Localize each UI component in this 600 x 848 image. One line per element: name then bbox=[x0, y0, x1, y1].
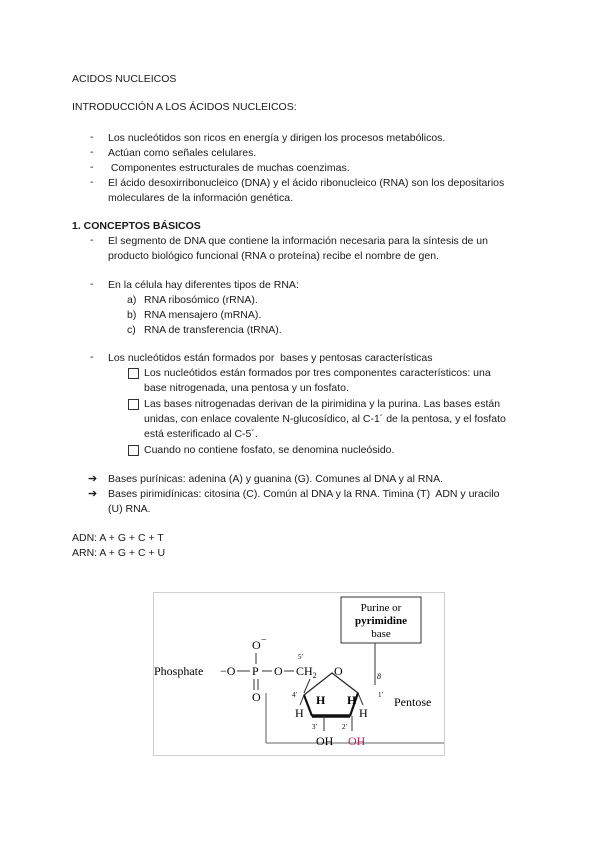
c5-label: 5′ bbox=[298, 653, 304, 661]
o-top-charge: − bbox=[261, 635, 267, 646]
intro-bullet: Los nucleótidos son ricos en energía y dirigen los procesos metabólicos. bbox=[108, 132, 446, 144]
arrow-bullet-icon: ➔ bbox=[88, 488, 98, 500]
base-label-line: base bbox=[371, 628, 391, 640]
oh-2: OH bbox=[348, 734, 366, 748]
checkbox-item-text: unidas, con enlace covalente N-glucosídico, al C-1´ de la pentosa, y el fosfato bbox=[144, 413, 506, 425]
rna-type-item: RNA mensajero (mRNA). bbox=[144, 309, 262, 321]
o-link: O bbox=[274, 664, 283, 678]
bullet-dash: - bbox=[90, 351, 94, 363]
o-top: O bbox=[252, 638, 261, 652]
base-label-line: Purine or bbox=[360, 602, 402, 614]
bullet-dash: - bbox=[90, 131, 94, 143]
section-bullet-continuation: producto biológico funcional (RNA o proteína) recibe el nombre de gen. bbox=[108, 250, 439, 262]
section-bullet: El segmento de DNA que contiene la información necesaria para la síntesis de un bbox=[108, 235, 488, 247]
bullet-dash: - bbox=[90, 278, 94, 290]
rna-type-item: RNA de transferencia (tRNA). bbox=[144, 324, 282, 336]
pentose-label: Pentose bbox=[394, 695, 432, 709]
checkbox-icon bbox=[128, 399, 139, 410]
checkbox-icon bbox=[128, 368, 139, 379]
list-marker: c) bbox=[127, 324, 136, 336]
formula-arn: ARN: A + G + C + U bbox=[72, 547, 166, 559]
bullet-dash: - bbox=[90, 146, 94, 158]
bullet-dash: - bbox=[90, 161, 94, 173]
arrow-item-continuation: (U) RNA. bbox=[108, 503, 151, 515]
h-atom: H bbox=[295, 706, 304, 720]
h-atom: H bbox=[359, 706, 368, 720]
h-atom: H bbox=[347, 693, 357, 707]
section-heading: 1. CONCEPTOS BÁSICOS bbox=[72, 220, 201, 232]
checkbox-icon bbox=[128, 445, 139, 456]
base-label-line: pyrimidine bbox=[355, 615, 407, 627]
bullet-dash: - bbox=[90, 176, 94, 188]
nucleotide-structure-figure bbox=[153, 592, 445, 756]
list-marker: b) bbox=[127, 309, 137, 321]
arrow-item-text: Bases pirimidínicas: citosina (C). Común al DNA y la RNA. Timina (T) ADN y uracilo bbox=[108, 488, 500, 500]
n-index: 8 bbox=[377, 672, 381, 681]
bullet-dash: - bbox=[90, 234, 94, 246]
h-atom: H bbox=[316, 693, 326, 707]
section-bullet: En la célula hay diferentes tipos de RNA: bbox=[108, 279, 299, 291]
bond bbox=[300, 695, 304, 705]
arrow-bullet-icon: ➔ bbox=[88, 473, 98, 485]
intro-heading: INTRODUCCIÓN A LOS ÁCIDOS NUCLEICOS: bbox=[72, 101, 297, 113]
phosphorus: P bbox=[252, 664, 259, 678]
document-title: ACIDOS NUCLEICOS bbox=[72, 73, 177, 85]
bond bbox=[358, 693, 363, 705]
nucleotide-diagram bbox=[154, 593, 444, 755]
c4-label: 4′ bbox=[292, 691, 298, 699]
o-bottom: O bbox=[252, 690, 261, 704]
formula-adn: ADN: A + G + C + T bbox=[72, 532, 164, 544]
list-marker: a) bbox=[127, 294, 137, 306]
c2-label: 2′ bbox=[342, 723, 348, 731]
ring-front-edge bbox=[304, 695, 312, 716]
ring-oxygen: O bbox=[334, 664, 343, 678]
arrow-item-text: Bases purínicas: adenina (A) y guanina (G). Comunes al DNA y al RNA. bbox=[108, 473, 443, 485]
oh-3: OH bbox=[316, 734, 334, 748]
intro-bullet-continuation: moleculares de la información genética. bbox=[108, 192, 294, 204]
rna-type-item: RNA ribosómico (rRNA). bbox=[144, 294, 258, 306]
intro-bullet: El ácido desoxirribonucleico (DNA) y el ácido ribonucleico (RNA) son los depositarios bbox=[108, 177, 505, 189]
intro-bullet: Actúan como señales celulares. bbox=[108, 147, 257, 159]
section-bullet: Los nucleótidos están formados por bases y pentosas características bbox=[108, 352, 433, 364]
ch2-group: $CH_2$ bbox=[296, 664, 317, 680]
checkbox-item-text: Los nucleótidos están formados por tres componentes característicos: una bbox=[144, 367, 491, 379]
c3-label: 3′ bbox=[312, 723, 318, 731]
phosphate-label: Phosphate bbox=[154, 664, 204, 678]
checkbox-item-text: base nitrogenada, una pentosa y un fosfato. bbox=[144, 382, 349, 394]
checkbox-item-text: Las bases nitrogenadas derivan de la pirimidina y la purina. Las bases están bbox=[144, 398, 501, 410]
minus-o: −O bbox=[220, 664, 236, 678]
c1-label: 1′ bbox=[378, 691, 384, 699]
checkbox-item-text: está esterificado al C-5´. bbox=[144, 428, 258, 440]
checkbox-item-text: Cuando no contiene fosfato, se denomina nucleósido. bbox=[144, 444, 395, 456]
intro-bullet: Componentes estructurales de muchas coenzimas. bbox=[108, 162, 350, 174]
